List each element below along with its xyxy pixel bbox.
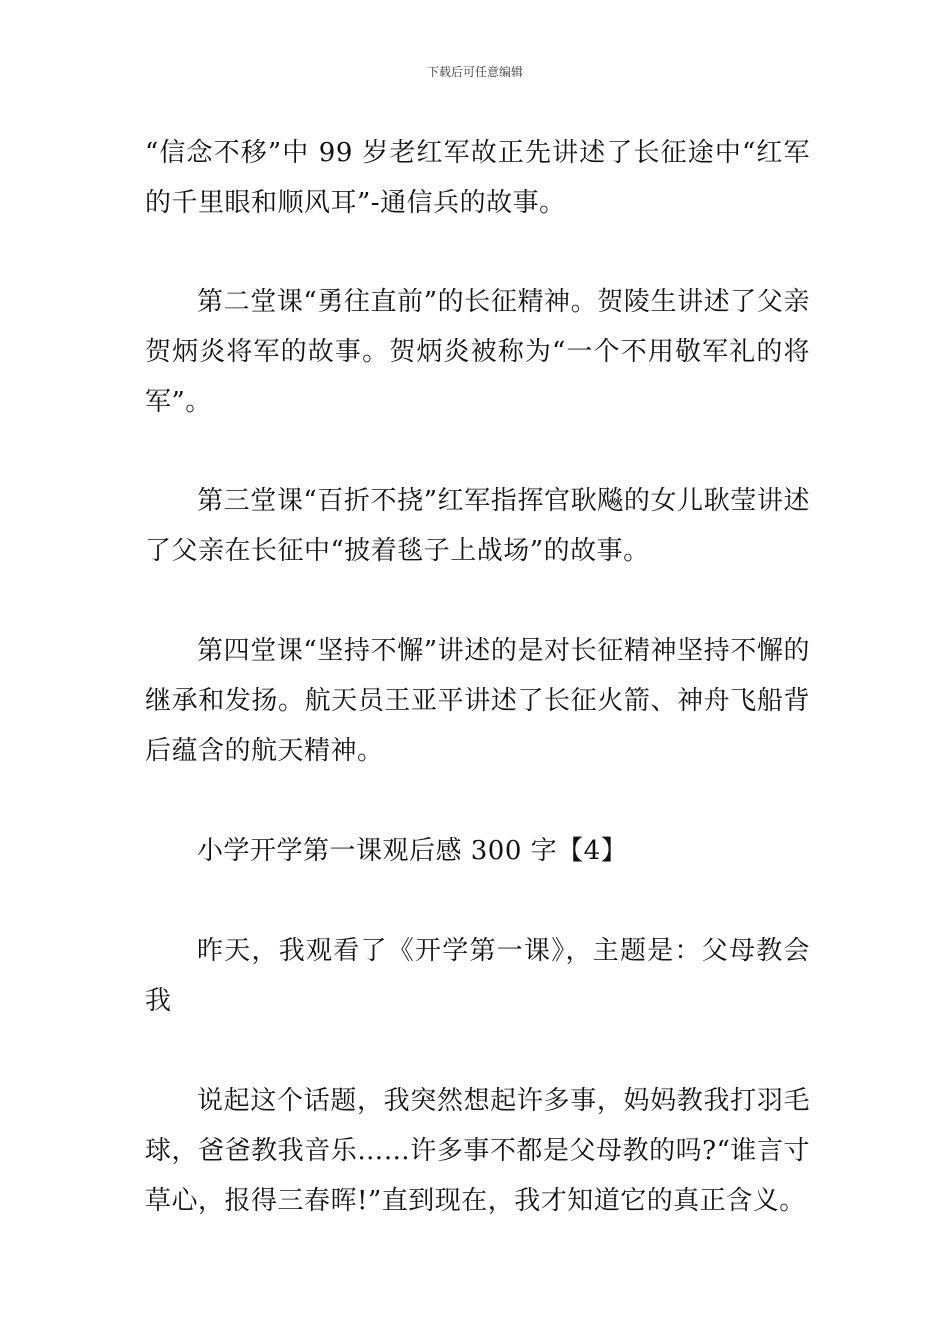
paragraph-5: 昨天，我观看了《开学第一课》，主题是：父母教会我: [145, 936, 810, 1016]
paragraph-1: “信念不移”中 99 岁老红军故正先讲述了长征途中“红军的千里眼和顺风耳”-通信兵的故事。: [145, 138, 810, 218]
paragraph-2: 第二堂课“勇往直前”的长征精神。贺陵生讲述了父亲贺炳炎将军的故事。贺炳炎被称为“一个不用敬军礼的将军”。: [145, 287, 810, 417]
section-heading: 小学开学第一课观后感 300 字【4】: [197, 836, 628, 866]
page-header-note: 下载后可任意编辑: [426, 65, 523, 79]
paragraph-3: 第三堂课“百折不挠”红军指挥官耿飚的女儿耿莹讲述了父亲在长征中“披着毯子上战场”的故事。: [145, 486, 810, 566]
paragraph-6: 说起这个话题，我突然想起许多事，妈妈教我打羽毛球，爸爸教我音乐……许多事不都是父母教的吗?“谁言寸草心，报得三春晖!”直到现在，我才知道它的真正含义。: [145, 1086, 810, 1216]
paragraph-4: 第四堂课“坚持不懈”讲述的是对长征精神坚持不懈的继承和发扬。航天员王亚平讲述了长征火箭、神舟飞船背后蕴含的航天精神。: [145, 636, 810, 766]
document-body: [145, 128, 810, 1226]
